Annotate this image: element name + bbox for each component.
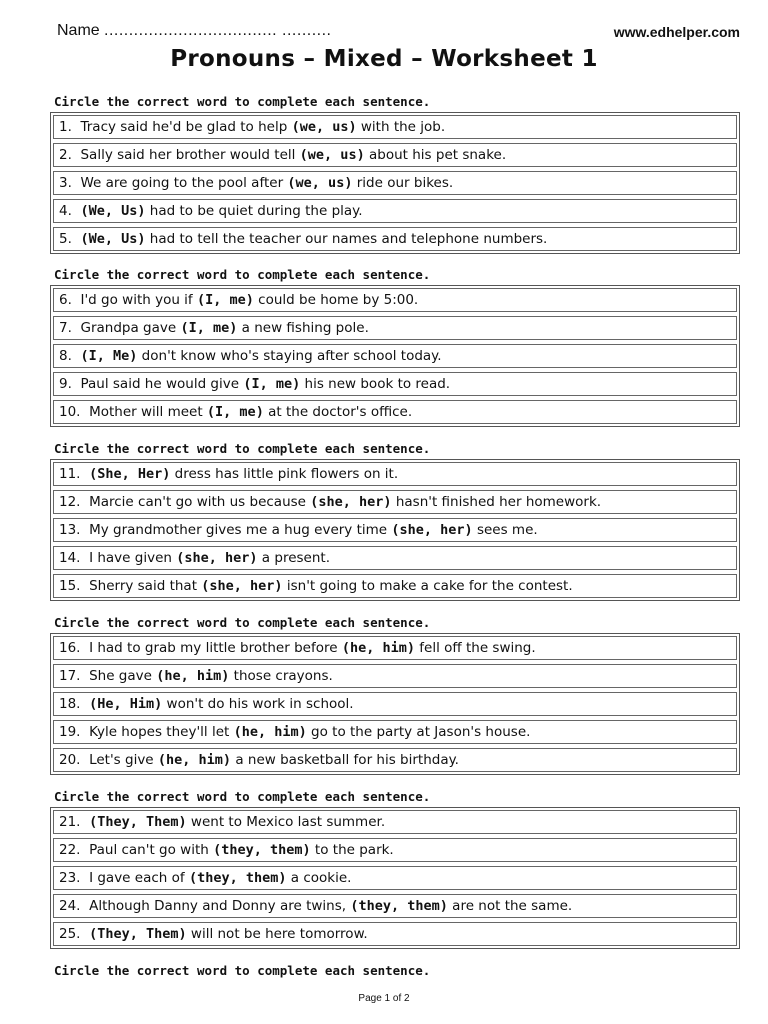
- pronoun-choice[interactable]: (she, her): [310, 494, 392, 510]
- sentence-start: Sherry said that: [89, 578, 202, 594]
- sentence-end: those crayons.: [229, 668, 333, 684]
- question-number: 20.: [59, 752, 81, 768]
- pronoun-choice[interactable]: (he, him): [233, 724, 307, 740]
- pronoun-choice[interactable]: (he, him): [157, 752, 232, 768]
- question-table: [50, 459, 740, 601]
- sentence-start: Paul said he would give: [80, 376, 244, 392]
- question-row: [53, 115, 737, 139]
- sentence-start: Sally said her brother would tell: [80, 147, 300, 163]
- sentence-end: could be home by 5:00.: [253, 292, 419, 308]
- pronoun-choice[interactable]: (She, Her): [89, 466, 171, 482]
- question-row: [53, 288, 737, 312]
- question-row: [53, 344, 737, 368]
- section-instruction: Circle the correct word to complete each sentence.: [54, 963, 431, 978]
- question-row: [53, 316, 737, 340]
- sentence-end: dress has little pink flowers on it.: [170, 466, 399, 482]
- pronoun-choice[interactable]: (We, Us): [80, 203, 146, 219]
- pronoun-choice[interactable]: (they, them): [213, 842, 311, 858]
- pronoun-choice[interactable]: (they, them): [350, 898, 448, 914]
- question-row: [53, 143, 737, 167]
- sentence-start: Tracy said he'd be glad to help: [80, 119, 292, 135]
- sentence-end: isn't going to make a cake for the contest.: [282, 578, 573, 594]
- sentence-end: his new book to read.: [300, 376, 451, 392]
- sentence-start: Mother will meet: [89, 404, 207, 420]
- question-row: [53, 810, 737, 834]
- section-instruction: Circle the correct word to complete each sentence.: [54, 94, 431, 109]
- question-row: [53, 171, 737, 195]
- name-blank[interactable]: ................................... ..........: [104, 22, 332, 39]
- question-number: 19.: [59, 724, 81, 740]
- question-row: [53, 518, 737, 542]
- question-row: [53, 838, 737, 862]
- question-row: [53, 227, 737, 251]
- sentence-end: fell off the swing.: [414, 640, 536, 656]
- sentence-start: Kyle hopes they'll let: [89, 724, 234, 740]
- question-number: 25.: [59, 926, 81, 942]
- section-instruction: Circle the correct word to complete each sentence.: [54, 789, 431, 804]
- pronoun-choice[interactable]: (he, him): [341, 640, 415, 656]
- sentence-start: Paul can't go with: [89, 842, 214, 858]
- question-section: [50, 267, 740, 427]
- question-section: [50, 615, 740, 775]
- pronoun-choice[interactable]: (she, her): [391, 522, 473, 538]
- question-row: [53, 372, 737, 396]
- question-number: 10.: [59, 404, 81, 420]
- sentence-end: hasn't finished her homework.: [391, 494, 602, 510]
- sentence-end: will not be here tomorrow.: [186, 926, 368, 942]
- question-section: [50, 789, 740, 949]
- question-number: 8.: [59, 348, 72, 364]
- question-row: [53, 462, 737, 486]
- question-row: [53, 664, 737, 688]
- pronoun-choice[interactable]: (He, Him): [89, 696, 163, 712]
- question-row: [53, 894, 737, 918]
- site-url[interactable]: www.edhelper.com: [613, 24, 740, 40]
- question-number: 6.: [59, 292, 72, 308]
- sentence-end: about his pet snake.: [364, 147, 507, 163]
- pronoun-choice[interactable]: (he, him): [156, 668, 230, 684]
- sentence-end: a new fishing pole.: [237, 320, 369, 336]
- question-table: [50, 112, 740, 254]
- question-number: 15.: [59, 578, 81, 594]
- sentence-start: We are going to the pool after: [80, 175, 288, 191]
- question-number: 12.: [59, 494, 81, 510]
- sentence-end: to the park.: [310, 842, 394, 858]
- question-row: [53, 692, 737, 716]
- sentence-start: Although Danny and Donny are twins,: [89, 898, 351, 914]
- question-row: [53, 400, 737, 424]
- sentence-end: went to Mexico last summer.: [186, 814, 386, 830]
- section-instruction: Circle the correct word to complete each sentence.: [54, 441, 431, 456]
- sentence-end: are not the same.: [447, 898, 573, 914]
- question-number: 3.: [59, 175, 72, 191]
- sentence-end: a new basketball for his birthday.: [231, 752, 459, 768]
- section-instruction: Circle the correct word to complete each sentence.: [54, 615, 431, 630]
- question-number: 7.: [59, 320, 72, 336]
- pronoun-choice[interactable]: (They, Them): [89, 814, 187, 830]
- question-number: 5.: [59, 231, 72, 247]
- pronoun-choice[interactable]: (I, me): [196, 292, 254, 308]
- question-number: 1.: [59, 119, 72, 135]
- sentence-start: My grandmother gives me a hug every time: [89, 522, 392, 538]
- question-number: 2.: [59, 147, 72, 163]
- question-number: 21.: [59, 814, 81, 830]
- sentence-start: I have given: [89, 550, 177, 566]
- sentence-start: Marcie can't go with us because: [89, 494, 311, 510]
- sentence-end: don't know who's staying after school today.: [137, 348, 442, 364]
- sentence-end: at the doctor's office.: [263, 404, 413, 420]
- sentence-end: a cookie.: [286, 870, 352, 886]
- pronoun-choice[interactable]: (we, us): [291, 119, 357, 135]
- question-row: [53, 490, 737, 514]
- question-number: 23.: [59, 870, 81, 886]
- pronoun-choice[interactable]: (she, her): [201, 578, 283, 594]
- sentence-end: a present.: [257, 550, 330, 566]
- question-number: 18.: [59, 696, 81, 712]
- sentence-end: go to the party at Jason's house.: [306, 724, 531, 740]
- question-row: [53, 546, 737, 570]
- pronoun-choice[interactable]: (They, Them): [89, 926, 187, 942]
- pronoun-choice[interactable]: (we, us): [287, 175, 353, 191]
- pronoun-choice[interactable]: (she, her): [176, 550, 258, 566]
- question-table: [50, 807, 740, 949]
- question-row: [53, 748, 737, 772]
- question-number: 17.: [59, 668, 81, 684]
- question-row: [53, 574, 737, 598]
- pronoun-choice[interactable]: (I, me): [206, 404, 264, 420]
- pronoun-choice[interactable]: (I, me): [180, 320, 238, 336]
- question-number: 4.: [59, 203, 72, 219]
- question-number: 13.: [59, 522, 81, 538]
- sentence-end: had to tell the teacher our names and telephone numbers.: [145, 231, 548, 247]
- worksheet-header: [57, 22, 740, 44]
- pronoun-choice[interactable]: (We, Us): [80, 231, 146, 247]
- question-section: [50, 441, 740, 601]
- worksheet-title: Pronouns – Mixed – Worksheet 1: [170, 46, 598, 72]
- sentence-start: I gave each of: [89, 870, 189, 886]
- pronoun-choice[interactable]: (I, me): [243, 376, 301, 392]
- pronoun-choice[interactable]: (I, Me): [80, 348, 138, 364]
- question-section: [50, 963, 740, 981]
- name-label: Name: [57, 22, 100, 39]
- page-number: Page 1 of 2: [358, 993, 410, 1004]
- question-row: [53, 636, 737, 660]
- question-number: 16.: [59, 640, 81, 656]
- question-number: 14.: [59, 550, 81, 566]
- sentence-end: sees me.: [472, 522, 538, 538]
- question-row: [53, 922, 737, 946]
- question-number: 11.: [59, 466, 81, 482]
- sentence-start: Let's give: [89, 752, 158, 768]
- sentence-start: I'd go with you if: [80, 292, 197, 308]
- sentence-end: with the job.: [356, 119, 446, 135]
- sentence-end: had to be quiet during the play.: [145, 203, 363, 219]
- question-number: 9.: [59, 376, 72, 392]
- question-row: [53, 199, 737, 223]
- question-table: [50, 285, 740, 427]
- sentence-end: won't do his work in school.: [162, 696, 354, 712]
- question-number: 24.: [59, 898, 81, 914]
- question-row: [53, 720, 737, 744]
- question-section: [50, 94, 740, 254]
- question-number: 22.: [59, 842, 81, 858]
- pronoun-choice[interactable]: (they, them): [188, 870, 287, 886]
- sentence-start: I had to grab my little brother before: [89, 640, 342, 656]
- sentence-start: She gave: [89, 668, 157, 684]
- sentence-end: ride our bikes.: [352, 175, 454, 191]
- question-table: [50, 633, 740, 775]
- section-instruction: Circle the correct word to complete each sentence.: [54, 267, 431, 282]
- question-row: [53, 866, 737, 890]
- pronoun-choice[interactable]: (we, us): [299, 147, 365, 163]
- sentence-start: Grandpa gave: [80, 320, 181, 336]
